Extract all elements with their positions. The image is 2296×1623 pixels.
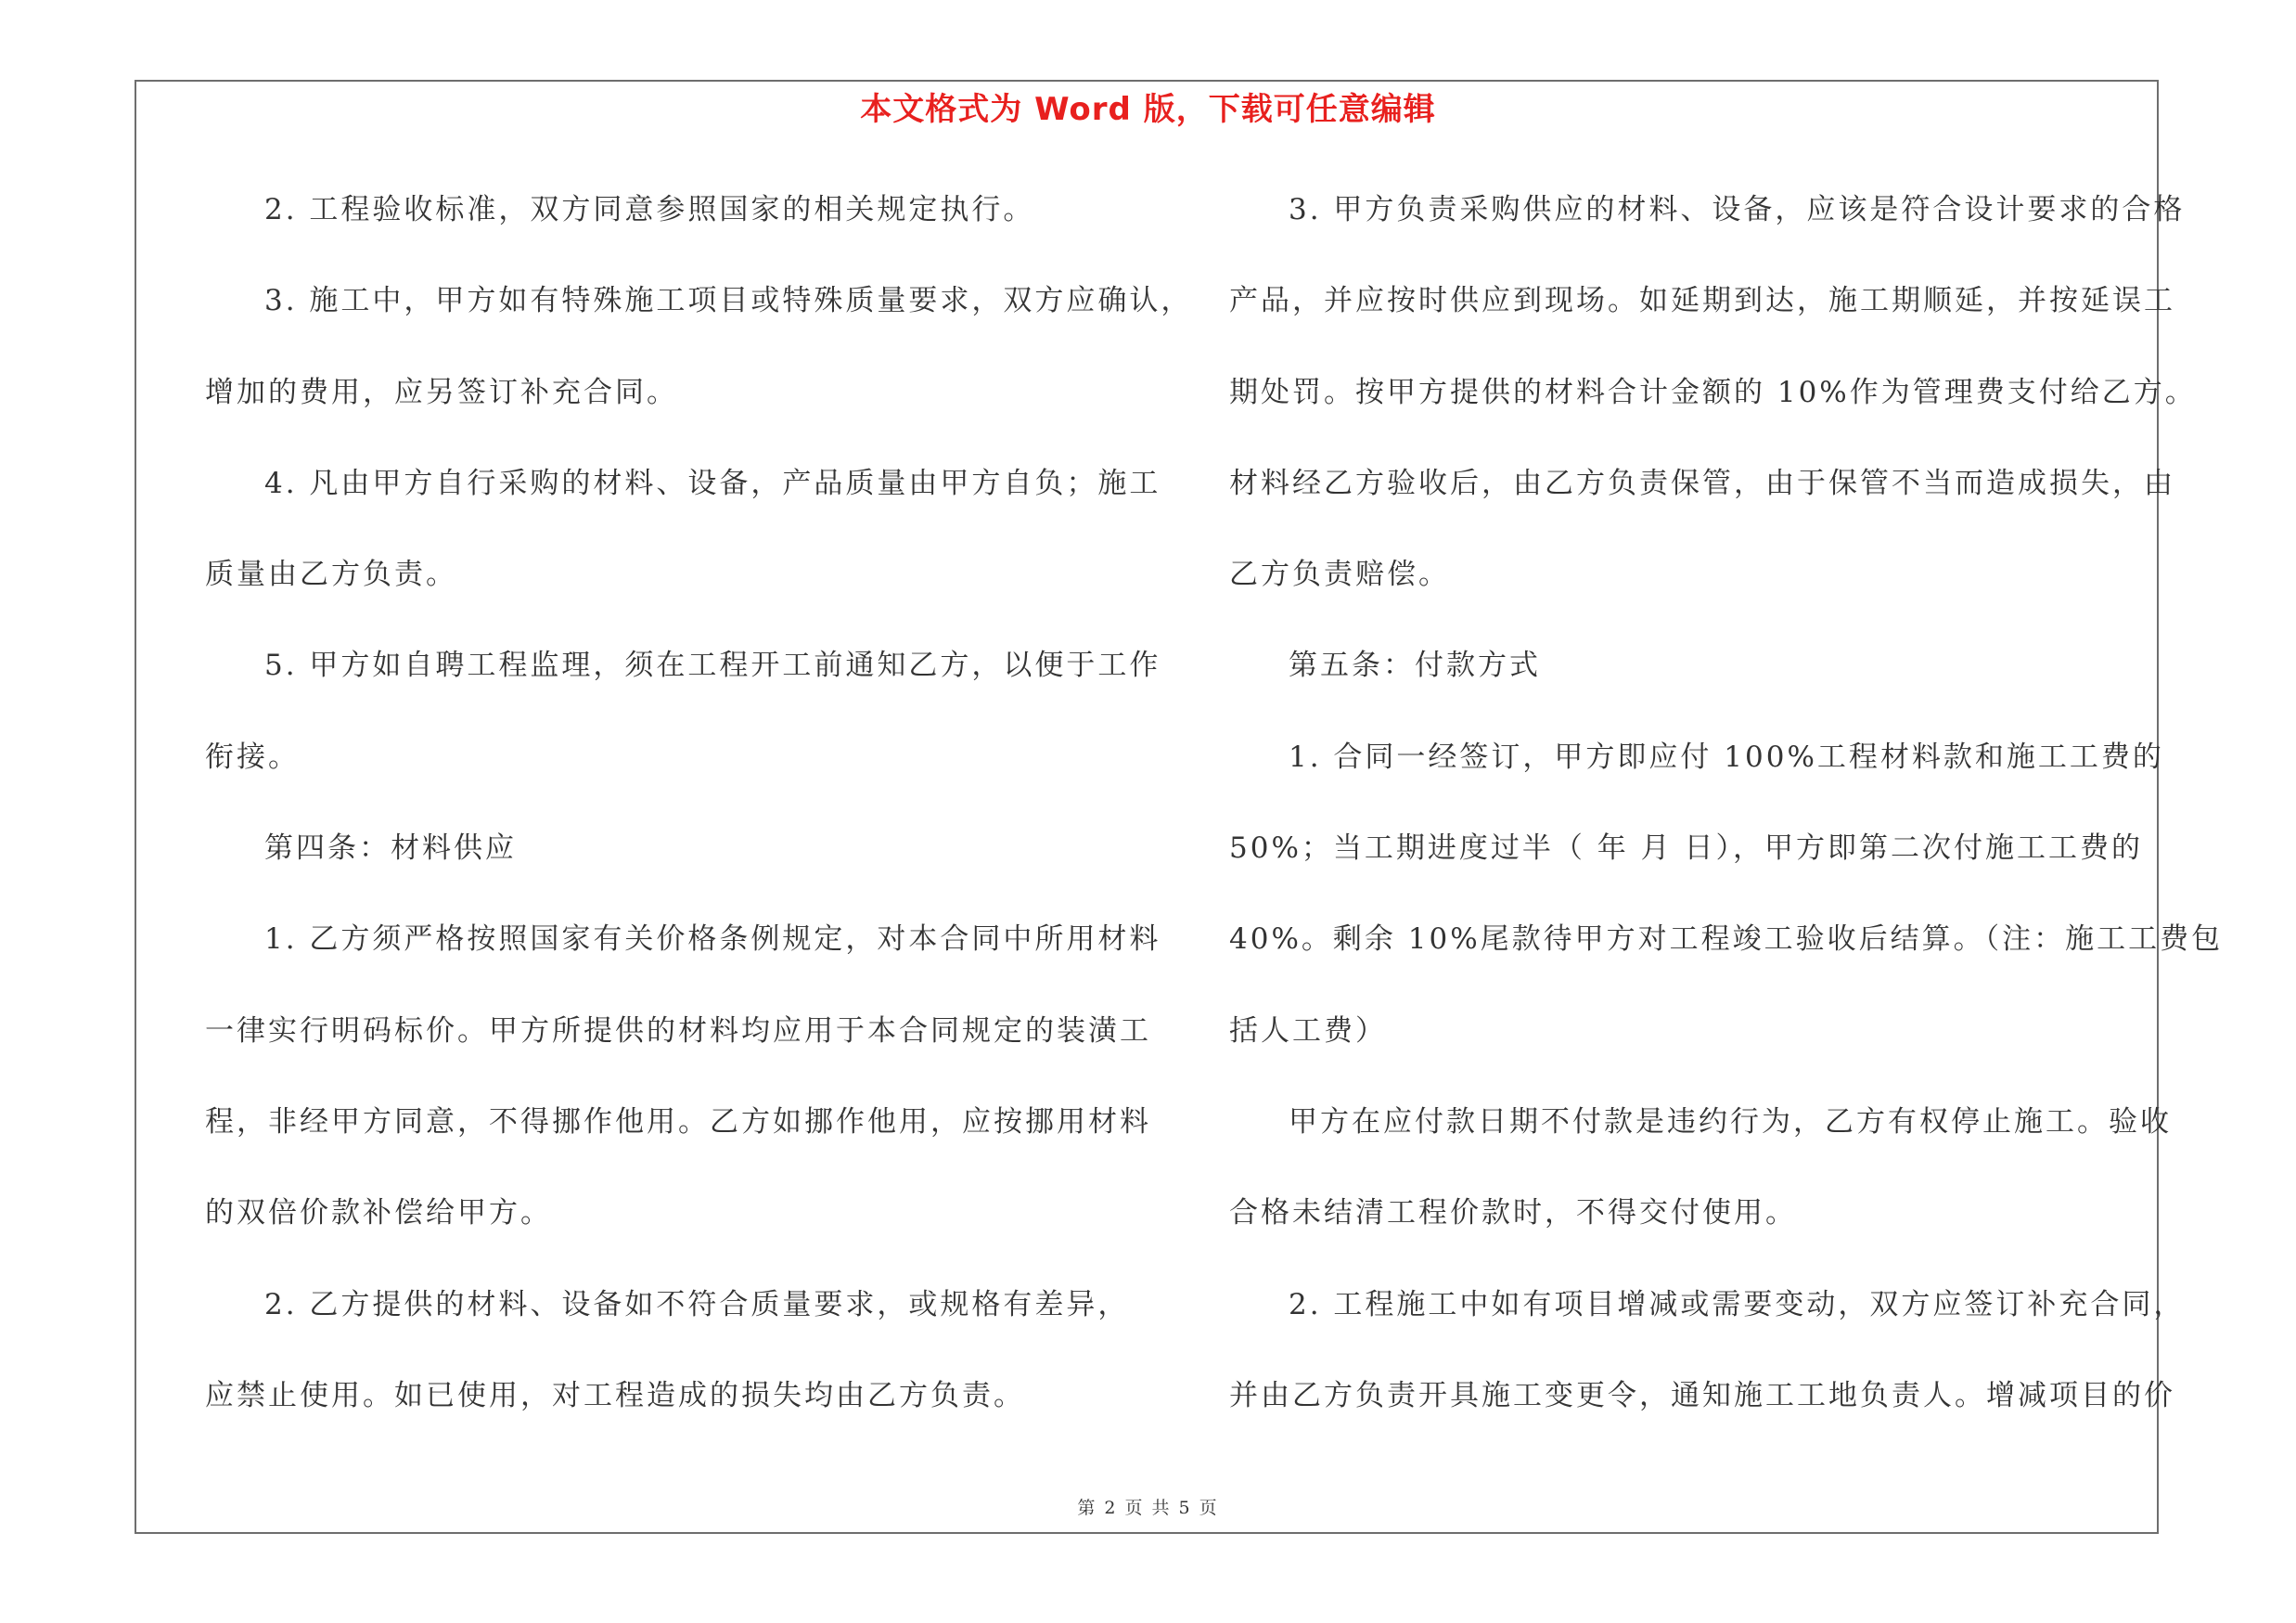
text-line: 50%；当工期进度过半（ 年 月 日），甲方即第二次付施工工费的 bbox=[1229, 831, 2143, 866]
text-line: 衔接。 bbox=[205, 740, 300, 774]
text-line: 1. 合同一经签订，甲方即应付 100%工程材料款和施工工费的 bbox=[1289, 740, 2164, 774]
text-line: 合格未结清工程价款时，不得交付使用。 bbox=[1229, 1196, 1797, 1230]
text-line: 质量由乙方负责。 bbox=[205, 558, 457, 592]
text-line: 乙方负责赔偿。 bbox=[1229, 558, 1450, 592]
text-line: 材料经乙方验收后，由乙方负责保管，由于保管不当而造成损失，由 bbox=[1229, 466, 2175, 500]
text-line: 程，非经甲方同意，不得挪作他用。乙方如挪作他用，应按挪用材料 bbox=[205, 1104, 1151, 1139]
text-line: 的双倍价款补偿给甲方。 bbox=[205, 1196, 552, 1230]
text-line: 2. 工程施工中如有项目增减或需要变动，双方应签订补充合同， bbox=[1289, 1287, 2186, 1321]
text-line: 增加的费用，应另签订补充合同。 bbox=[205, 375, 678, 409]
section-heading: 第五条：付款方式 bbox=[1289, 649, 1541, 683]
page-number: 第 2 页 共 5 页 bbox=[1077, 1498, 1219, 1518]
left-column bbox=[205, 182, 1193, 1459]
text-line: 甲方在应付款日期不付款是违约行为，乙方有权停止施工。验收 bbox=[1289, 1104, 2172, 1139]
text-line: 5. 甲方如自聘工程监理，须在工程开工前通知乙方，以便于工作 bbox=[264, 649, 1161, 683]
section-heading: 第四条：材料供应 bbox=[264, 831, 517, 866]
text-line: 1. 乙方须严格按照国家有关价格条例规定，对本合同中所用材料 bbox=[264, 922, 1161, 957]
document-banner: 本文格式为 Word 版，下载可任意编辑 bbox=[860, 91, 1436, 128]
text-line: 2. 乙方提供的材料、设备如不符合质量要求，或规格有差异， bbox=[264, 1287, 1130, 1321]
text-line: 应禁止使用。如已使用，对工程造成的损失均由乙方负责。 bbox=[205, 1378, 1025, 1412]
right-column bbox=[1229, 182, 2224, 1459]
text-line: 2. 工程验收标准，双方同意参照国家的相关规定执行。 bbox=[264, 193, 1035, 226]
text-line: 4. 凡由甲方自行采购的材料、设备，产品质量由甲方自负；施工 bbox=[264, 466, 1161, 500]
text-line: 期处罚。按甲方提供的材料合计金额的 10%作为管理费支付给乙方。 bbox=[1229, 375, 2197, 409]
text-line: 一律实行明码标价。甲方所提供的材料均应用于本合同规定的装潢工 bbox=[205, 1013, 1151, 1048]
text-line: 产品，并应按时供应到现场。如延期到达，施工期顺延，并按延误工 bbox=[1229, 284, 2175, 318]
text-line: 3. 施工中，甲方如有特殊施工项目或特殊质量要求，双方应确认， bbox=[264, 284, 1193, 318]
text-line: 并由乙方负责开具施工变更令，通知施工工地负责人。增减项目的价 bbox=[1229, 1378, 2175, 1412]
text-line: 括人工费） bbox=[1229, 1013, 1387, 1048]
text-line: 40%。剩余 10%尾款待甲方对工程竣工验收后结算。（注：施工工费包 bbox=[1229, 922, 2224, 957]
text-line: 3. 甲方负责采购供应的材料、设备，应该是符合设计要求的合格 bbox=[1289, 193, 2186, 226]
